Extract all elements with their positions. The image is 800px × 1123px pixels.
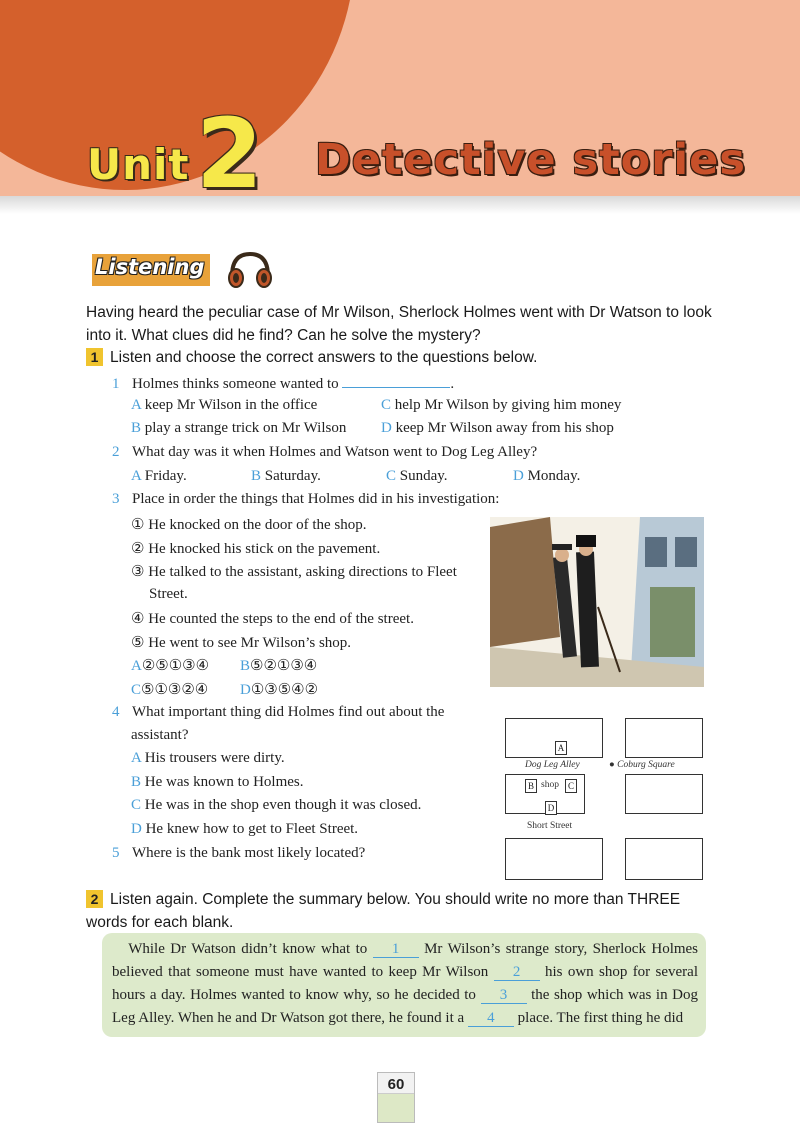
- option-letter: C: [131, 682, 142, 698]
- option-3b: [240, 656, 317, 675]
- task-1-badge: 1: [86, 348, 103, 366]
- option-text: Saturday.: [264, 468, 321, 484]
- option-text: His trousers were dirty.: [144, 750, 285, 766]
- map-marker-d: D: [545, 801, 557, 815]
- question-number: 2: [112, 444, 120, 460]
- option-letter: A: [131, 468, 142, 484]
- option-letter: D: [381, 420, 392, 436]
- unit-number: 2: [196, 98, 263, 210]
- option-1b: [131, 420, 346, 437]
- map-block: [625, 838, 703, 880]
- summary-text: the shop which was in Dog Leg Alley. When he and Dr Watson got there, he found it a: [112, 987, 698, 1026]
- option-2b: [251, 468, 321, 485]
- map-block: [505, 838, 603, 880]
- map-block: [625, 718, 703, 758]
- task-1-instruction: Listen and choose the correct answers to the questions below.: [110, 349, 538, 366]
- map-label-dog-leg-alley: Dog Leg Alley: [525, 760, 580, 770]
- question-text: What important thing did Holmes find out about the: [132, 704, 445, 720]
- option-letter: D: [513, 468, 524, 484]
- map-marker-c: C: [565, 779, 577, 793]
- option-letter: C: [131, 797, 142, 813]
- headphones-icon: [226, 250, 274, 290]
- option-text: keep Mr Wilson in the office: [144, 397, 318, 413]
- unit-title: Detective stories: [315, 135, 746, 185]
- option-letter: B: [240, 658, 251, 674]
- task-2-instruction: Listen again. Complete the summary below. You should write no more than THREE words for each blank.: [86, 891, 681, 931]
- question-number: 1: [112, 376, 120, 392]
- map-block: [625, 774, 703, 814]
- question-4-cont: assistant?: [131, 727, 189, 743]
- page-number: 60: [378, 1073, 414, 1094]
- map-block: [505, 718, 603, 758]
- question-1: [112, 373, 454, 393]
- map-label-coburg-square: ● Coburg Square: [609, 760, 675, 770]
- page-number-tab: [377, 1072, 415, 1123]
- option-3a: [131, 656, 209, 675]
- option-1c: [381, 397, 621, 414]
- street-map: [505, 718, 701, 878]
- answer-blank: [342, 373, 450, 388]
- header-shadow: [0, 196, 800, 214]
- question-number: 3: [112, 491, 120, 507]
- option-3c: [131, 680, 208, 699]
- summary-text: While Dr Watson didn’t know what to: [128, 941, 368, 957]
- option-text: ②⑤①③④: [141, 658, 210, 674]
- question-3: [112, 491, 499, 508]
- option-text: He was known to Holmes.: [144, 774, 304, 790]
- option-letter: B: [131, 420, 142, 436]
- detectives-street-illustration: [490, 517, 704, 687]
- summary-blank-2[interactable]: 2: [494, 964, 540, 981]
- option-text: Monday.: [527, 468, 581, 484]
- option-letter: C: [386, 468, 397, 484]
- map-label-shop: shop: [541, 780, 559, 790]
- option-4a: [131, 750, 285, 767]
- option-text: Sunday.: [399, 468, 448, 484]
- option-letter: C: [381, 397, 392, 413]
- coburg-square-text: Coburg Square: [617, 760, 675, 770]
- question-4: [112, 704, 444, 721]
- summary-text: his own shop for several hours a day. Holmes wanted to know why, so he decided to: [112, 964, 698, 1003]
- step-4: ④ He counted the steps to the end of the street.: [131, 611, 414, 627]
- step-3: ③ He talked to the assistant, asking directions to Fleet: [131, 564, 457, 580]
- map-label-short-street: Short Street: [527, 821, 573, 831]
- option-text: help Mr Wilson by giving him money: [394, 397, 622, 413]
- option-text: ⑤①③②④: [141, 682, 209, 698]
- question-text: Place in order the things that Holmes did in his investigation:: [132, 491, 500, 507]
- option-letter: A: [131, 397, 142, 413]
- section-label: Listening: [95, 255, 205, 279]
- option-letter: B: [251, 468, 262, 484]
- option-4d: [131, 821, 358, 838]
- option-2d: [513, 468, 580, 485]
- question-text: What day was it when Holmes and Watson went to Dog Leg Alley?: [132, 444, 538, 460]
- option-text: ⑤②①③④: [250, 658, 318, 674]
- question-text: Holmes thinks someone wanted to: [132, 376, 339, 392]
- summary-blank-1[interactable]: 1: [373, 941, 419, 958]
- question-number: 5: [112, 845, 120, 861]
- intro-paragraph: Having heard the peculiar case of Mr Wilson, Sherlock Holmes went with Dr Watson to look into it. What clues did he find? Can he solve the mystery?: [86, 304, 712, 344]
- question-number: 4: [112, 704, 120, 720]
- option-letter: D: [131, 821, 142, 837]
- summary-text: place. The first thing he did: [517, 1010, 684, 1026]
- option-letter: A: [131, 658, 142, 674]
- option-1d: [381, 420, 614, 437]
- summary-paragraph: [112, 938, 698, 1030]
- step-5: ⑤ He went to see Mr Wilson’s shop.: [131, 635, 352, 651]
- task-2-heading: [86, 888, 716, 934]
- step-2: ② He knocked his stick on the pavement.: [131, 541, 381, 557]
- unit-label: Unit: [87, 140, 190, 189]
- option-text: play a strange trick on Mr Wilson: [144, 420, 347, 436]
- question-5: [112, 845, 365, 862]
- option-text: He was in the shop even though it was closed.: [144, 797, 422, 813]
- option-text: He knew how to get to Fleet Street.: [145, 821, 359, 837]
- option-4c: [131, 797, 421, 814]
- map-marker-b: B: [525, 779, 537, 793]
- summary-text: Mr Wilson’s strange story, Sherlock Holmes believed that someone must have wanted to keep Mr Wilson: [112, 941, 699, 980]
- question-text: Where is the bank most likely located?: [132, 845, 366, 861]
- option-text: Friday.: [144, 468, 187, 484]
- blank-period: .: [450, 376, 455, 392]
- option-4b: [131, 774, 304, 791]
- step-1: ① He knocked on the door of the shop.: [131, 517, 367, 533]
- option-1a: [131, 397, 317, 414]
- map-marker-a: A: [555, 741, 567, 755]
- option-letter: A: [131, 750, 142, 766]
- option-letter: D: [240, 682, 251, 698]
- option-2a: [131, 468, 187, 485]
- option-text: keep Mr Wilson away from his shop: [395, 420, 614, 436]
- option-3d: [240, 680, 318, 699]
- question-2: [112, 444, 537, 461]
- task-1-heading: [86, 348, 537, 367]
- option-text: ①③⑤④②: [250, 682, 319, 698]
- option-letter: B: [131, 774, 142, 790]
- summary-blank-4[interactable]: 4: [468, 1010, 514, 1027]
- option-2c: [386, 468, 448, 485]
- summary-blank-3[interactable]: 3: [481, 987, 527, 1004]
- step-3-cont: Street.: [149, 586, 188, 602]
- task-2-badge: 2: [86, 890, 103, 908]
